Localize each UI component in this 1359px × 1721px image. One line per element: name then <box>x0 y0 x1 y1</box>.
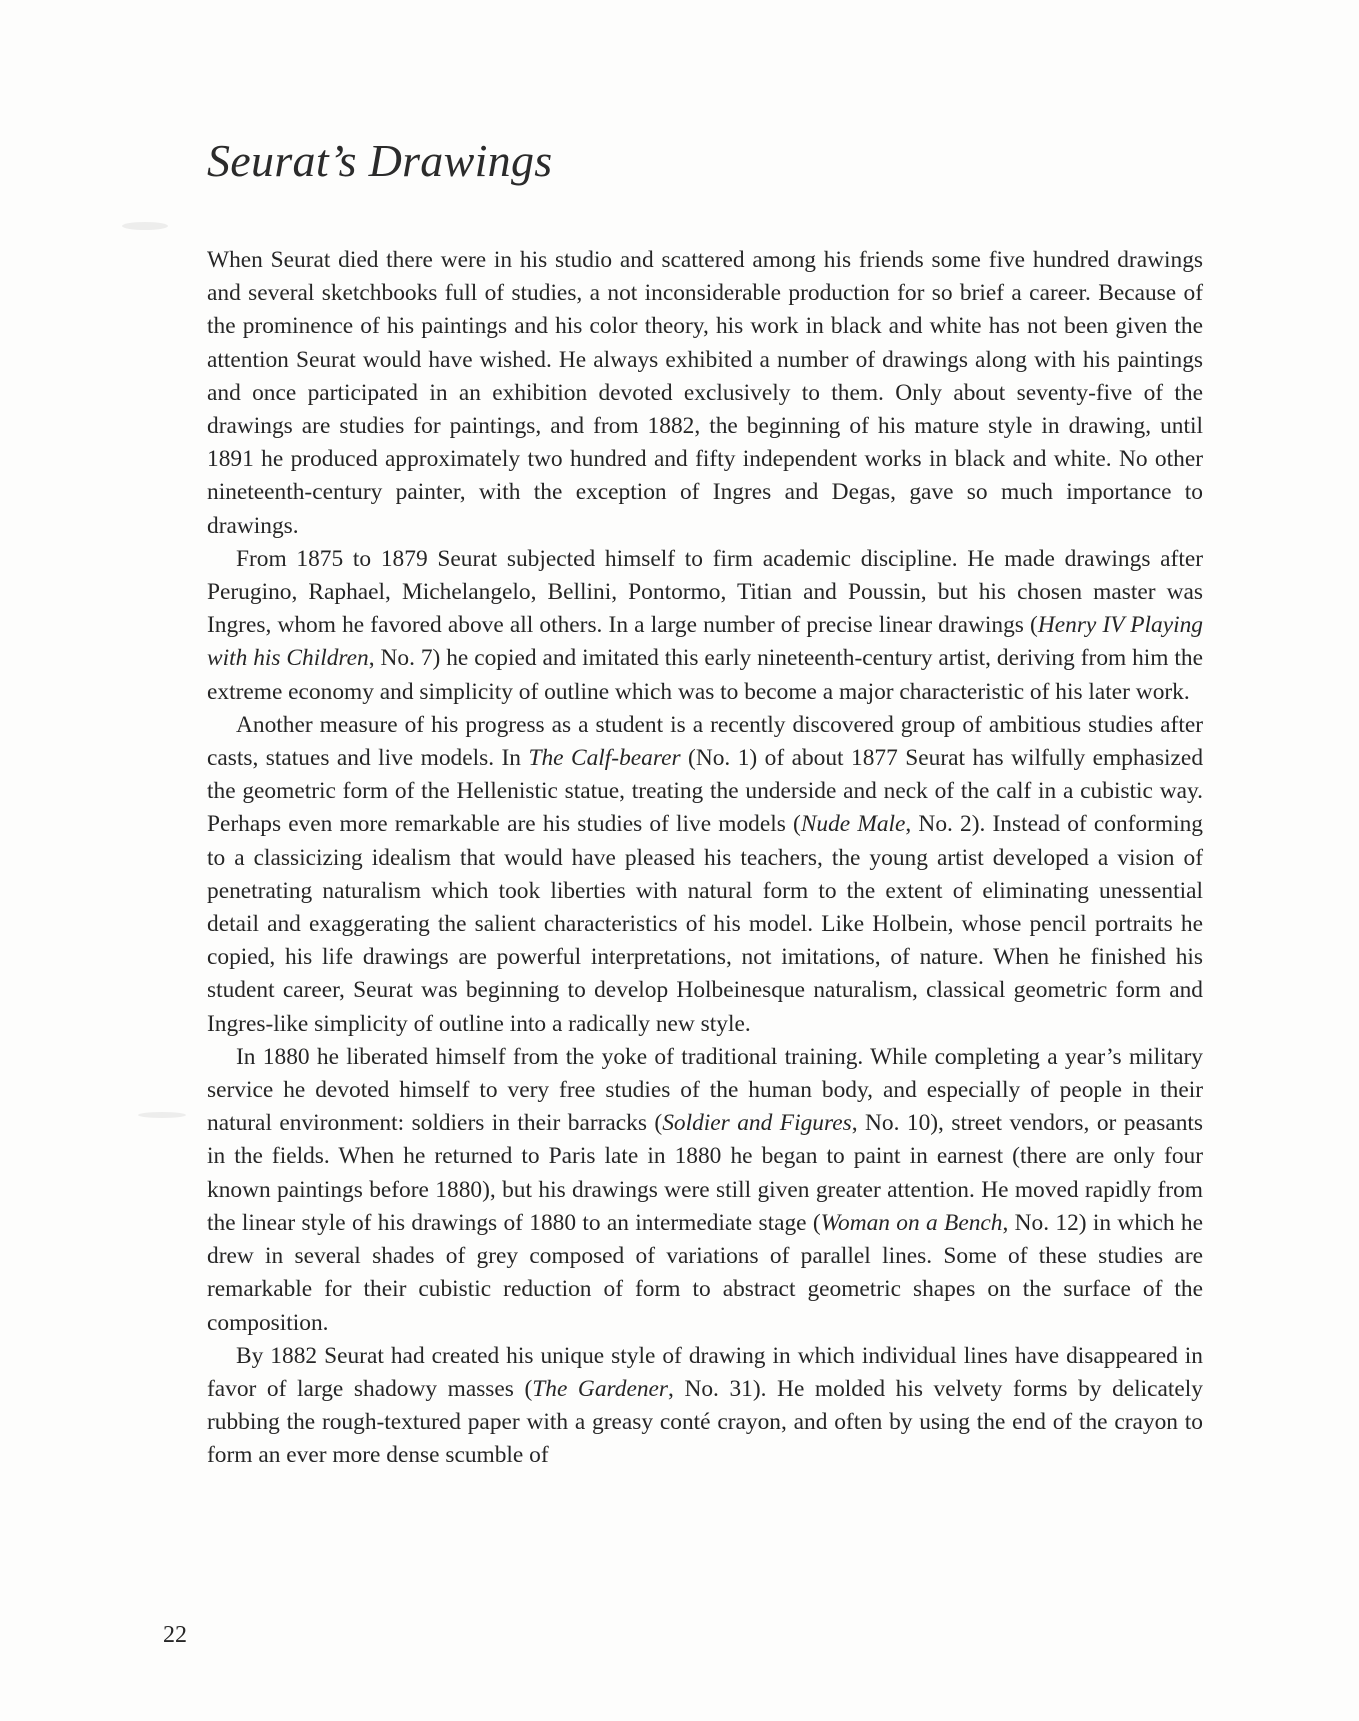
paragraph <box>207 1041 1203 1340</box>
italic-work-title: The Gardener <box>532 1375 669 1402</box>
text-run: Another measure of his progress as a student is a recently discovered group of ambitious studies after casts, statues and live models. In <box>207 711 1203 772</box>
text-run: When Seurat died there were in his studio and scattered among his friends some five hundred drawings and several sketchbooks full of studies, a not inconsiderable production for so brief a career. Because of the prominence of his paintings and his color theory, his work in black and white has not been given the attention Seurat would have wished. He always exhibited a number of drawings along with his paintings and once participated in an exhibition devoted exclusively to them. Only about seventy-five of the drawings are studies for paintings, and from 1882, the beginning of his mature style in drawing, until 1891 he produced approximately two hundred and fifty independent works in black and white. No other nineteenth-century painter, with the exception of Ingres and Degas, gave so much importance to drawings. <box>207 247 1203 539</box>
italic-work-title: Henry IV Playing with his Children <box>207 612 1203 672</box>
text-run: , No. 10), street vendors, or peasants in the fields. When he returned to Paris late in 1880 he began to paint in earnest (there are only four known paintings before 1880), but his drawings were still given greater attention. He moved rapidly from the linear style of his drawings of 1880 to an intermediate stage ( <box>207 1110 1204 1236</box>
page-number: 22 <box>163 1622 187 1648</box>
italic-work-title: The Calf-bearer <box>528 745 681 772</box>
paper-smudge <box>122 222 168 230</box>
text-run: , No. 31). He molded his velvety forms by delicately rubbing the rough-textured paper with a greasy conté crayon, and often by using the end of the crayon to form an ever more dense scumble of <box>207 1375 1203 1469</box>
italic-work-title: Nude Male <box>800 811 906 838</box>
paper-smudge <box>138 1112 186 1118</box>
text-run: , No. 12) in which he drew in several shades of grey composed of variations of parallel lines. Some of these studies are remarkable for their cubistic reduction of form to abstract geometric shapes on the surface of the composition. <box>207 1209 1203 1336</box>
paragraph <box>207 1340 1203 1473</box>
text-run: From 1875 to 1879 Seurat subjected himself to firm academic discipline. He made drawings after Perugino, Raphael, Michelangelo, Bellini, Pontormo, Titian and Poussin, but his chosen master was Ingres, whom he favored above all others. In a large number of precise linear drawings ( <box>207 545 1203 639</box>
italic-work-title: Soldier and Figures <box>662 1110 852 1137</box>
paragraph <box>207 244 1203 543</box>
paragraph <box>207 709 1203 1041</box>
text-run: (No. 1) of about 1877 Seurat has wilfully emphasized the geometric form of the Hellenistic statue, treating the underside and neck of the calf in a cubistic way. Perhaps even more remarkable are his studies of live models ( <box>207 745 1204 838</box>
italic-work-title: Woman on a Bench <box>820 1209 1003 1236</box>
body-text <box>207 244 1203 1473</box>
paragraph <box>207 543 1203 709</box>
text-run: , No. 2). Instead of conforming to a classicizing idealism that would have pleased his teachers, the young artist developed a vision of penetrating naturalism which took liberties with natural form to the extent of eliminating unessential detail and exaggerating the salient characteristics of his model. Like Holbein, whose pencil portraits he copied, his life drawings are powerful interpretations, not imitations, of nature. When he finished his student career, Seurat was beginning to develop Holbeinesque naturalism, classical geometric form and Ingres-like simplicity of outline into a radically new style. <box>207 811 1203 1037</box>
text-run: In 1880 he liberated himself from the yoke of traditional training. While completing a year’s military service he devoted himself to very free studies of the human body, and especially of people in their natural environment: soldiers in their barracks ( <box>207 1043 1203 1137</box>
chapter-title: Seurat’s Drawings <box>207 135 553 186</box>
text-run: , No. 7) he copied and imitated this early nineteenth-century artist, deriving from him the extreme economy and simplicity of outline which was to become a major characteristic of his later work. <box>207 645 1203 705</box>
text-run: By 1882 Seurat had created his unique style of drawing in which individual lines have disappeared in favor of large shadowy masses ( <box>207 1342 1203 1402</box>
